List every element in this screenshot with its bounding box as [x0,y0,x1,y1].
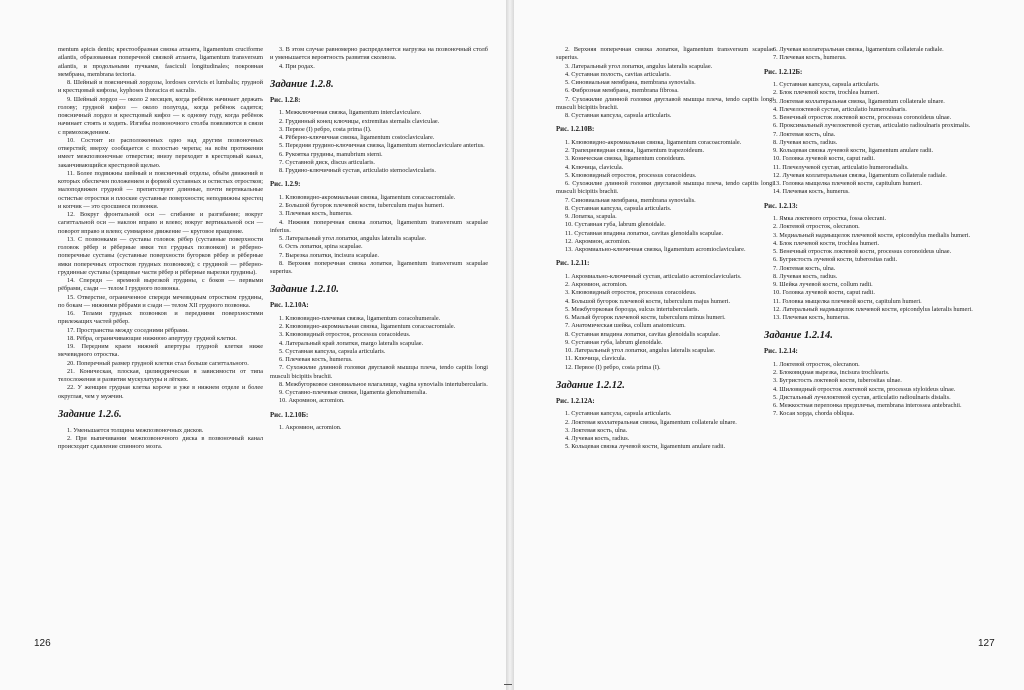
legend-item: 6. Проксимальный лучелоктевой сустав, articulatio radioulnaris proximalis. [773,122,971,130]
legend-item: 1. Межключичная связка, ligamentum interclaviculare. [279,109,422,117]
legend-item: 7. Синовиальная мембрана, membrana synovialis. [565,196,696,204]
figure-legend-list [270,424,488,432]
legend-item: 13. Головка мыщелка плечевой кости, capitulum humeri. [773,180,922,187]
legend-item: 5. Венечный отросток локтевой кости, processus coronoideus ulnae. [773,114,952,121]
right-page-column-1 [556,46,774,452]
legend-item: 2. Локтевой отросток, olecranon. [773,223,860,231]
legend-item: 5. Клювовидный отросток, processus coracoideus. [565,171,697,179]
legend-item: 1. Клювовидно-плечевая связка, ligamentum coracohumerale. [279,314,441,322]
legend-item: 1. Клювовидно-акромиальная связка, ligamentum coracoacromiale. [565,138,742,146]
figure-heading: Рис. 1.2.10В: [556,126,595,134]
legend-item: 4. Шиловидный отросток локтевой кости, processus styloideus ulnae. [773,385,956,393]
legend-item: 5. Венечный отросток локтевой кости, processus coronoideus ulnae. [773,248,952,255]
figure-heading: Рис. 1.2.12А: [556,397,595,405]
left-page-column-1 [58,46,263,452]
legend-item: 7. Косая хорда, chorda obliqua. [773,410,855,418]
legend-item: 3. Латеральный угол лопатки, angulus lateralis scapulae. [565,62,713,70]
legend-item: 2. Блоковидная вырезка, incisura trochlearis. [773,369,890,376]
task-heading: Задание 1.2.14. [764,330,833,342]
legend-item: 1. Клювовидно-акромиальная связка, ligamentum coracoacromiale. [279,193,456,201]
legend-item: 11. Головка мыщелка плечевой кости, capitulum humeri. [773,297,922,305]
right-page-column-2 [764,46,979,419]
legend-item: 4. Суставная полость, cavitas articularis. [565,70,671,78]
legend-item: 4. Блок плечевой кости, trochlea humeri. [773,239,880,247]
legend-item: 6. Бугристость лучевой кости, tuberositas radii. [773,256,898,264]
book-gutter [506,0,514,690]
figure-legend-list [764,361,979,419]
legend-item: 6. Сухожилие длинной головки двуглавой мышцы плеча, tendo capitis longi musculi bicipitis brachii. [556,180,774,196]
legend-item: 14. Плечевая кость, humerus. [773,188,850,196]
legend-item: 3. Локтевая кость, ulna. [565,426,628,434]
legend-item: 5. Кольцевая связка лучевой кости, ligamentum anulare radii. [565,443,726,451]
legend-item: 3. Бугристость локтевой кости, tuberositas ulnae. [773,377,902,385]
center-crop-mark [504,684,512,685]
legend-item: 1. Акромиально-ключичный сустав, articulatio acromioclavicularis. [565,272,742,280]
answer-paragraph: 12. Вокруг фронтальной оси — сгибание и разгибание; вокруг сагиттальной оси — наклон вправо и влево; вокруг вертикальной оси — поворот вправо и влево; суммарное движение — круговое вращение. [58,211,263,235]
legend-item: 2. Акромион, acromion. [565,281,628,288]
figure-heading: Рис. 1.2.14: [764,348,798,356]
legend-item: 3. Коническая связка, ligamentum conoideum. [565,155,686,163]
legend-item: 8. Лучевая кость, radius. [773,138,838,146]
figure-legend-list [270,194,488,277]
left-page-column-2 [270,46,488,432]
legend-item: 2. Локтевая коллатеральная связка, ligamentum collaterale ulnare. [565,418,737,426]
figure-heading: Рис. 1.2.8: [270,96,301,104]
answer-paragraph: 16. Телами грудных позвонков и передними поверхностями прилежащих частей рёбер. [58,310,263,326]
figure-heading: Рис. 1.2.12Б: [764,68,803,76]
page-number: 126 [34,638,51,649]
figure-heading: Рис. 1.2.13: [764,202,798,210]
legend-item: 8. Верхняя поперечная связка лопатки, ligamentum transversum scapulae superius. [270,259,488,275]
legend-item: 10. Суставная губа, labrum glenoidale. [565,221,666,229]
task-heading: Задание 1.2.12. [556,379,625,391]
legend-item: 1. Суставная капсула, capsula articularis. [565,410,672,418]
legend-item: 4. Нижняя поперечная связка лопатки, ligamentum transversum scapulae inferius. [270,218,488,234]
answer-paragraph: 1. Уменьшается толщина межпозвоночных дисков. [67,426,204,434]
legend-item: 8. Грудино-ключичный сустав, articulatio sternoclavicularis. [279,167,436,174]
legend-item: 10. Головка лучевой кости, caput radii. [773,289,875,297]
legend-item: 7. Вырезка лопатки, incisura scapulae. [279,251,379,259]
task-heading: Задание 1.2.6. [58,408,122,420]
legend-item: 1. Акромион, acromion. [279,424,342,431]
legend-item: 4. Плечелоктевой сустав, articulatio humeroulnaris. [773,105,907,113]
answer-paragraph: 4. При родах. [279,62,315,70]
figure-heading: Рис. 1.2.9: [270,181,301,189]
legend-item: 7. Сухожилие длинной головки двуглавой мышцы плеча, tendo capitis longi musculi bicipitis brachii. [270,364,488,380]
legend-item: 9. Лопатка, scapula. [565,213,617,220]
legend-item: 12. Латеральный надмыщелок плечевой кости, epicondylus lateralis humeri. [773,305,973,313]
legend-item: 9. Суставно-плечевые связки, ligamenta glenohumeralia. [279,389,427,396]
legend-item: 7. Плечевая кость, humerus. [773,54,847,62]
legend-item: 8. Суставная капсула, capsula articularis. [565,204,672,212]
legend-item: 3. Локтевая коллатеральная связка, ligamentum collaterale ulnare. [773,97,945,105]
legend-item: 9. Шейка лучевой кости, collum radii. [773,281,873,288]
legend-item: 6. Лучевая коллатеральная связка, ligamentum collaterale radiale. [773,46,944,53]
legend-item: 9. Суставная губа, labrum glenoidale. [565,338,663,346]
legend-item: 7. Локтевая кость, ulna. [773,264,836,272]
figure-heading: Рис. 1.2.11: [556,260,590,268]
legend-item: 11. Плечелучевой сустав, articulatio humeroradialis. [773,163,909,171]
legend-item: 3. Плечевая кость, humerus. [279,210,353,218]
legend-item: 6. Рукоятка грудины, manubrium sterni. [279,150,383,158]
figure-legend-list [556,139,774,255]
answer-paragraph: 19. Передним краем нижней апертуры грудной клетки ниже мечевидного отростка. [58,343,263,359]
legend-item: 8. Межбугорковое синовиальное влагалище, vagina synovialis intertubercularis. [279,380,488,388]
legend-item: 10. Латеральный угол лопатки, angulus lateralis scapulae. [565,347,716,354]
figure-legend-list [764,81,979,197]
legend-item: 5. Синовиальная мембрана, membrana synovialis. [565,79,696,86]
answer-paragraph: 3. В этом случае равномерно распределяется нагрузка на позвоночный столб и уменьшается вероятность развития сколиоза. [270,46,488,62]
legend-item: 10. Акромион, acromion. [279,397,345,405]
legend-item: 11. Суставная впадина лопатки, cavitas glenoidalis scapulae. [565,229,724,237]
legend-item: 6. Плечевая кость, humerus. [279,356,353,363]
answer-paragraph: mentum apicis dentis; крестообразная связка атланта, ligamentum cruciforme atlantis, образованная поперечной связкой атланта, ligamentum transversum atlantis, и продольными пучками, fasciculi longitudinales; покровная мембрана, membrana tectoria. [58,46,263,78]
legend-item: 4. Ключица, clavicula. [565,163,624,171]
answer-paragraph: 22. У женщин грудная клетка короче и уже в нижнем отделе и более округлая, чем у мужчин. [58,384,263,400]
figure-heading: Рис. 1.2.10А: [270,302,309,310]
legend-item: 12. Лучевая коллатеральная связка, ligamentum collaterale radiale. [773,171,947,179]
legend-item: 8. Суставная впадина лопатки, cavitas glenoidalis scapulae. [565,330,721,338]
legend-item: 2. Блок плечевой кости, trochlea humeri. [773,89,880,97]
answer-paragraph: 21. Коническая, плоская, цилиндрическая в зависимости от типа телосложения и развития мускулатуры и лёгких. [58,367,263,383]
legend-item: 9. Кольцевая связка лучевой кости, ligamentum anulare radii. [773,147,934,154]
figure-legend-list [556,410,774,451]
legend-item: 3. Клювовидный отросток, processus coracoideus. [279,331,411,339]
figure-heading: Рис. 1.2.10Б: [270,411,309,419]
answer-paragraph: 2. При выпячивании межпозвоночного диска в позвоночный канал происходит сдавление спинного мозга. [58,435,263,451]
legend-item: 2. Клювовидно-акромиальная связка, ligamentum coracoacromiale. [279,323,456,330]
task-heading: Задание 1.2.10. [270,284,339,296]
answer-paragraph: 20. Поперечный размер грудной клетки стал больше сагиттального. [67,359,249,367]
answer-paragraph: 17. Пространства между соседними рёбрами. [67,326,189,334]
legend-item: 2. Большой бугорок плечевой кости, tuberculum majus humeri. [279,202,445,209]
answer-paragraph: 14. Спереди — яремной вырезкой грудины, с боков — первыми рёбрами, сзади — телом I грудного позвонка. [58,277,263,293]
legend-item: 5. Латеральный угол лопатки, angulus lateralis scapulae. [279,235,427,242]
legend-item: 7. Суставной диск, discus articularis. [279,158,375,166]
legend-item: 6. Фиброзная мембрана, membrana fibrosa. [565,87,679,95]
answer-paragraph: 15. Отверстие, ограниченное спереди мечевидным отростком грудины, по бокам — нижними рёбрами и сзади — телом XII грудного позвонка. [58,293,263,309]
legend-item: 13. Плечевая кость, humerus. [773,314,850,321]
figure-legend-list [764,46,979,63]
legend-item: 8. Лучевая кость, radius. [773,272,838,280]
legend-item: 1. Локтевой отросток, olecranon. [773,360,860,368]
left-page [0,0,506,690]
answer-paragraph: 13. С позвонками — суставы головок рёбер (суставные поверхности головок рёбер и рёберные ямки тел грудных позвонков) и рёберно-поперечные суставы (суставные поверхности бугорков рёбер и рёберные ямки поперечных отростков грудных позвонков); с грудиной — рёберно-грудинные суставы (хрящевые части рёбер и рёберные вырезки грудины). [58,235,263,276]
legend-item: 3. Клювовидный отросток, processus coracoideus. [565,289,697,297]
legend-item: 2. Трапециевидная связка, ligamentum trapezoideum. [565,147,705,154]
right-page [514,0,1024,690]
answer-paragraph: 8. Шейный и поясничный лордозы, lordoses cervicis et lumbalis; грудной и крестцовый кифозы, kyphoses thoracica et sacralis. [58,79,263,95]
legend-item: 8. Суставная капсула, capsula articularis. [565,112,672,119]
answer-paragraph: 9. Шейный лордоз — около 2 месяцев, когда ребёнок начинает держать голову; грудной кифоз — около полугода, когда ребёнок садится; поясничный лордоз и крестцовый кифоз — к одному году, когда ребёнок начинает стоять и ходить. Изгибы позвоночного столба появляются в связи с прямохождением. [58,95,263,136]
legend-item: 12. Первое (I) ребро, costa prima (I). [565,363,661,371]
legend-item: 12. Акромион, acromion. [565,237,631,245]
legend-item: 4. Лучевая кость, radius. [565,435,630,442]
figure-legend-list [270,109,488,175]
legend-item: 5. Суставная капсула, capsula articularis. [279,347,386,355]
legend-item: 2. Грудинный конец ключицы, extremitas sternalis claviculae. [279,117,440,125]
legend-item: 3. Первое (I) ребро, costa prima (I). [279,125,372,133]
legend-item: 7. Сухожилие длинной головки двуглавой мышцы плеча, tendo capitis longi musculi bicipitis brachii. [556,95,774,111]
figure-legend-list [764,215,979,322]
legend-item: 6. Малый бугорок плечевой кости, tuberculum minus humeri. [565,314,726,321]
legend-item: 4. Латеральный край лопатки, margo lateralis scapulae. [279,339,424,347]
legend-item: 7. Локтевая кость, ulna. [773,130,836,138]
page-number: 127 [978,638,995,649]
legend-item: 5. Передняя грудино-ключичная связка, ligamentum sternoclaviculare anterius. [279,142,485,150]
legend-item: 6. Межкостная перепонка предплечья, membrana interossea antebrachii. [773,402,962,409]
legend-item: 5. Межбугорковая борозда, sulcus intertubercularis. [565,305,700,313]
legend-item: 4. Рёберно-ключичная связка, ligamentum costoclaviculare. [279,134,435,141]
legend-item: 4. Большой бугорок плечевой кости, tuberculum majus humeri. [565,297,731,305]
legend-item: 13. Акромиально-ключичная связка, ligamentum acromioclaviculare. [565,246,746,253]
legend-item: 11. Ключица, clavicula. [565,355,627,363]
figure-legend-list [556,273,774,372]
task-heading: Задание 1.2.8. [270,78,334,90]
answer-paragraph: 11. Более подвижны шейный и поясничный отделы, объём движений в которых обеспечен положением и формой суставных и остистых отростков; малоподвижен грудной — препятствуют длинные, почти вертикальные остистые отростки и плоские суставные поверхности; неподвижны крестец и копчик — это сросшиеся позвонки. [58,169,263,210]
figure-legend-list [270,315,488,406]
legend-item: 5. Дистальный лучелоктевой сустав, articulatio radioulnaris distalis. [773,393,951,401]
legend-item: 2. Верхняя поперечная связка лопатки, ligamentum transversum scapulae superius. [556,46,774,62]
figure-legend-list [556,46,774,120]
legend-item: 10. Головка лучевой кости, caput radii. [773,155,875,163]
legend-item: 6. Ость лопатки, spina scapulae. [279,243,363,251]
answer-paragraph: 10. Состоит из расположенных одно над другим позвоночных отверстий; вверху сообщается с полостью черепа; на всём протяжении имеет межпозвоночные отверстия; внизу переходит в крестцовый канал, заканчивающийся крестцовой щелью. [58,136,263,169]
legend-item: 3. Медиальный надмыщелок плечевой кости, epicondylus medialis humeri. [773,231,971,239]
legend-item: 1. Ямка локтевого отростка, fossa olecrani. [773,215,887,222]
legend-item: 7. Анатомическая шейка, collum anatomicum. [565,322,686,330]
legend-item: 1. Суставная капсула, capsula articularis. [773,81,880,88]
answer-paragraph: 18. Рёбра, ограничивающие нижнюю апертуру грудной клетки. [67,334,237,342]
